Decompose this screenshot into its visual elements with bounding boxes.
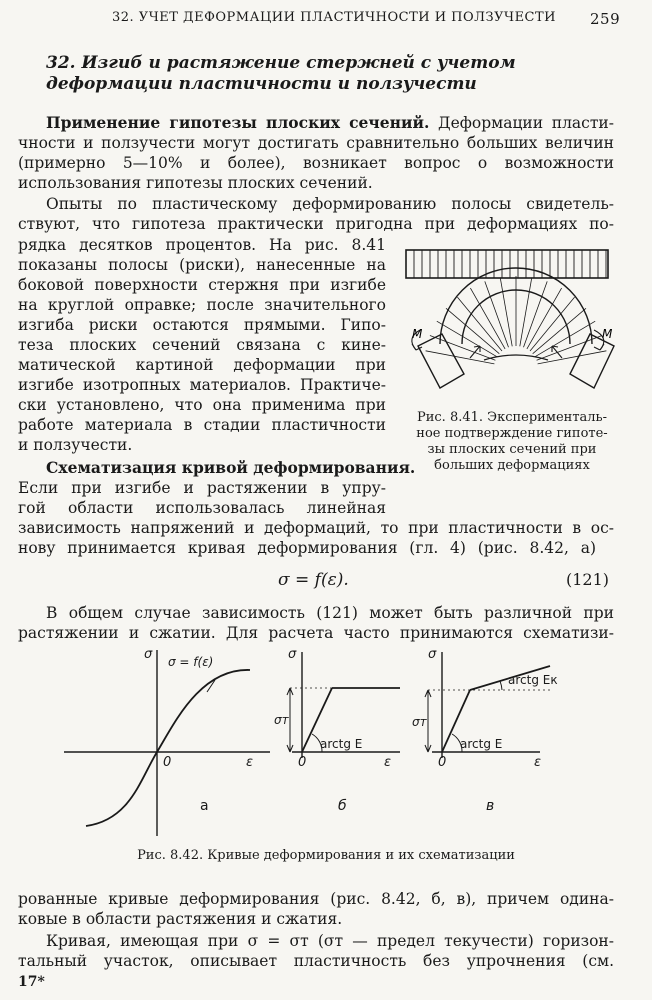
section-ray [538, 351, 607, 364]
text-line: ски установлено, что она применима при [18, 396, 386, 414]
text-line: нову принимается кривая деформирования (гл. 4) (рис. 8.42, а) [18, 539, 596, 557]
subfigure-label-c: в [486, 798, 495, 814]
text-line: использования гипотезы плоских сечений. [18, 174, 373, 192]
section-title-line2: деформации пластичности и ползучести [46, 74, 477, 94]
text-line: матической картиной деформации при [18, 356, 386, 374]
text-line: рованные кривые деформирования (рис. 8.42, б, в), причем одина- [18, 890, 614, 908]
eps-label-b: ε [384, 755, 392, 770]
signature-mark: 17* [18, 974, 45, 990]
sigma-label-c: σ [428, 647, 437, 662]
text-line: на круглой оправке; после значительного [18, 296, 386, 314]
text-line: тальный участок, описывает пластичность без упрочнения (см. [18, 952, 614, 970]
caption-line: ное подтверждение гипоте- [416, 426, 608, 441]
text-line: ствуют, что гипотеза практически пригодна при деформациях по- [18, 215, 614, 233]
moment-label-left: M [412, 327, 423, 341]
figure-8-42 [40, 640, 630, 840]
straight-strip [406, 250, 608, 278]
text-line: Если при изгибе и растяжении в упру- [18, 479, 386, 497]
origin-label-a: 0 [163, 755, 172, 770]
section-ray [520, 277, 532, 346]
bent-strip [418, 268, 614, 388]
page-number: 259 [590, 10, 621, 28]
text-line: боковой поверхности стержня при изгибе [18, 276, 386, 294]
figure-8-42-caption: Рис. 8.42. Кривые деформирования и их схематизации [137, 848, 515, 863]
sigma-label-a: σ [144, 647, 153, 662]
subfigure-label-b: б [338, 798, 347, 814]
text-line: растяжении и сжатии. Для расчета часто принимаются схематизи- [18, 624, 614, 642]
section-ray [500, 277, 512, 346]
text-line: и ползучести. [18, 436, 133, 454]
formula: σ = f(ε). [278, 570, 349, 590]
text-line: теза плоских сечений связана с кине- [18, 336, 386, 354]
text-line: показаны полосы (риски), нанесенные на [18, 256, 386, 274]
text-line [46, 113, 614, 132]
sigma-t-label-c: σт [412, 715, 427, 729]
text-line: ковые в области растяжения и сжатия. [18, 910, 343, 928]
paragraph-heading: Схематизация кривой деформирования. [46, 458, 416, 477]
arctg-e-label-b: arctg E [320, 737, 363, 751]
text-line: (примерно 5—10% и более), возникает вопрос о возможности [18, 154, 614, 172]
text-line: изгибе изотропных материалов. Практиче- [18, 376, 386, 394]
arctg-e-label-c: arctg E [460, 737, 503, 751]
eps-label-a: ε [246, 755, 254, 770]
text-line: рядка десятков процентов. На рис. 8.41 [18, 236, 386, 254]
section-ray [426, 351, 495, 364]
subfigure-label-a: а [200, 798, 209, 814]
eps-label-c: ε [534, 755, 542, 770]
caption-line: больших деформациях [434, 458, 590, 473]
deformation-curve [86, 670, 250, 826]
sigma-t-label-b: σт [274, 713, 289, 727]
moment-label-right: M [602, 327, 613, 341]
text-line: Опыты по пластическому деформированию полосы свидетель- [46, 195, 614, 213]
paragraph-heading: Применение гипотезы плоских сечений. [46, 113, 430, 132]
text-line: зависимость напряжений и деформаций, то при пластичности в ос- [18, 519, 614, 537]
running-title: 32. УЧЕТ ДЕФОРМАЦИИ ПЛАСТИЧНОСТИ И ПОЛЗУЧЕСТИ [112, 10, 557, 25]
text-line: В общем случае зависимость (121) может быть различной при [46, 604, 614, 622]
origin-label-c: 0 [438, 755, 447, 770]
text-line: изгиба риски остаются прямыми. Гипо- [18, 316, 386, 334]
figure-8-41-caption [402, 410, 622, 474]
text-line: Кривая, имеющая при σ = σт (σт — предел текучести) горизон- [46, 932, 614, 950]
caption-line: зы плоских сечений при [427, 442, 597, 457]
text-line: чности и ползучести могут достигать сравнительно больших величин [18, 134, 614, 152]
text-line: гой области использовалась линейная [18, 499, 386, 517]
sigma-label-b: σ [288, 647, 297, 662]
caption-line: Рис. 8.41. Эксперименталь- [416, 410, 607, 425]
arctg-ek-label-c: arctg Eк [508, 673, 558, 687]
plot-a [64, 650, 270, 836]
text-line: работе материала в стадии пластичности [18, 416, 386, 434]
formula-number: (121) [566, 570, 610, 589]
section-title-line1: 32. Изгиб и растяжение стержней с учетом [46, 53, 516, 73]
curve-label: σ = f(ε) [168, 655, 214, 669]
origin-label-b: 0 [298, 755, 307, 770]
figure-8-41 [398, 246, 618, 402]
text-span: Деформации пласти- [429, 114, 614, 132]
